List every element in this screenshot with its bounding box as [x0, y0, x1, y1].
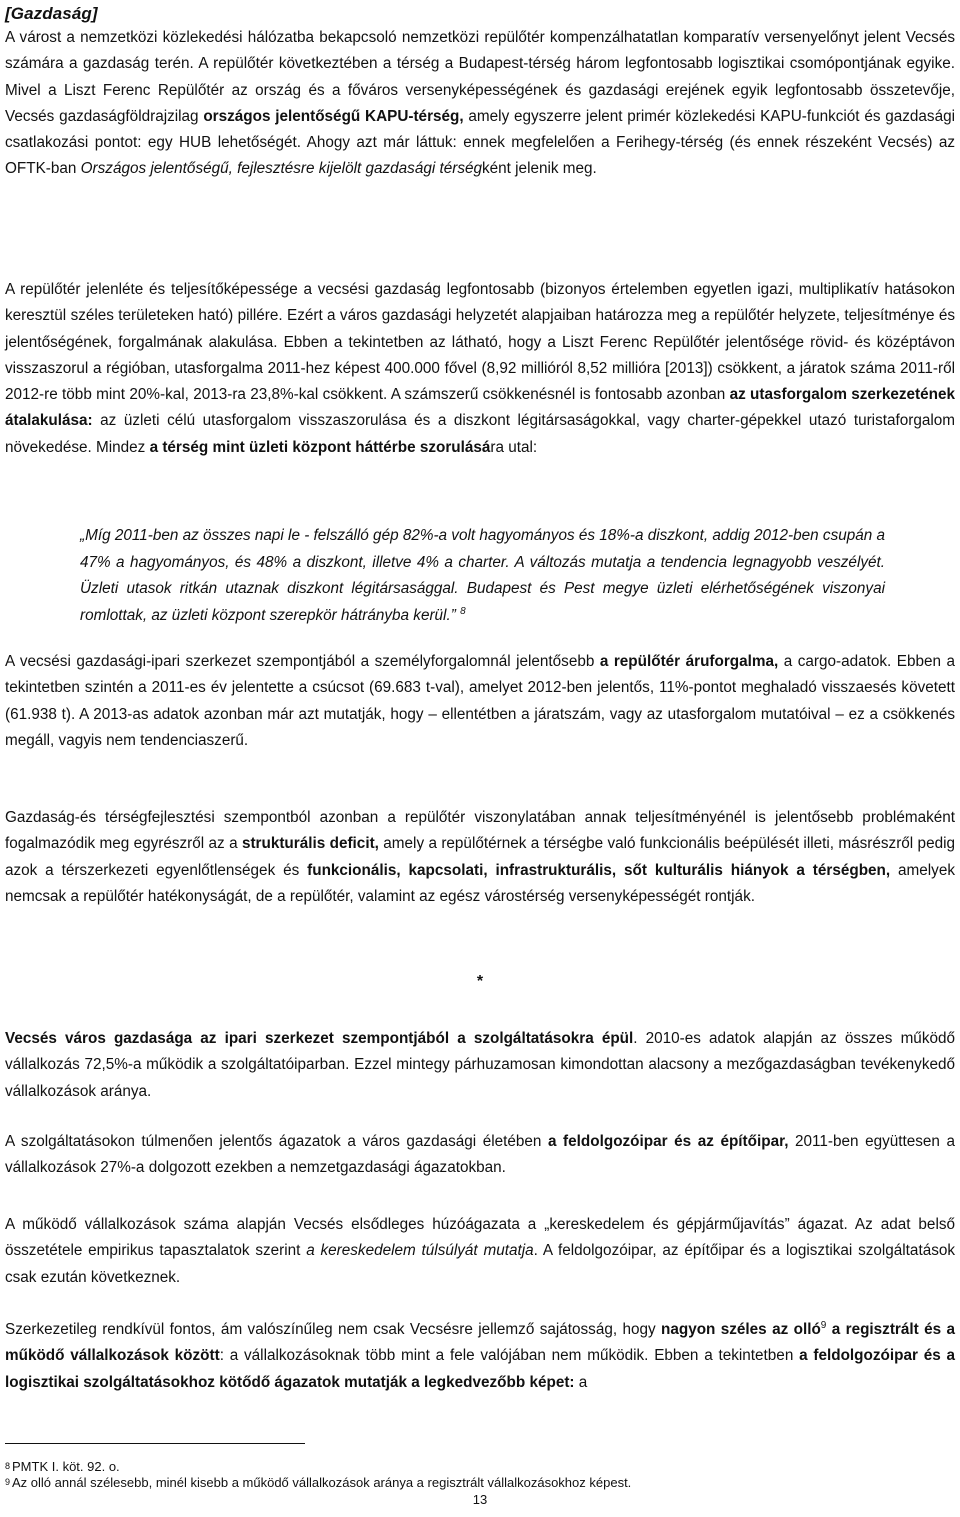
- italic-run: a kereskedelem túlsúlyát mutatja: [306, 1242, 534, 1260]
- bold-run: nagyon széles az olló: [661, 1321, 821, 1338]
- paragraph-manufacturing: [5, 1129, 955, 1182]
- section-separator: *: [476, 973, 484, 990]
- footnote-9: [5, 1474, 631, 1491]
- text-run: : a vállalkozásoknak több mint a fele valójában nem működik. Ebben a tekintetben: [219, 1347, 800, 1365]
- text-run: A vecsési gazdasági-ipari szerkezet szempontjából a személyforgalomnál jelentősebb: [5, 653, 600, 670]
- bold-run: országos jelentőségű KAPU-térség,: [203, 107, 464, 125]
- paragraph-services: [5, 1026, 955, 1105]
- footnote-divider: [5, 1443, 305, 1444]
- text-run: ra utal:: [490, 438, 538, 456]
- text-run: az üzleti célú utasforgalom visszaszorulása és a diszkont légitársaságokkal, vagy charter-gépekkel utazó turistaforgalom növekedése. Mindez: [5, 412, 955, 456]
- paragraph-airport-traffic: [5, 277, 955, 461]
- paragraph-cargo: [5, 649, 955, 754]
- bold-run: Vecsés város gazdasága az ipari szerkezet szempontjából a szolgáltatásokra épül: [5, 1030, 634, 1047]
- text-run: Gazdaság-és térségfejlesztési szempontból azonban a repülőtér viszonylatában annak teljesítményénél is jelentősebb problémaként fogalmazódik meg egyrészről az a: [5, 809, 955, 853]
- text-run: amely a repülőtérnek a térségbe való funkcionális beépülését illeti, másrészről pedig azok a térszerkezeti egyenlőtlenségek és: [5, 835, 955, 879]
- bold-run: strukturális deficit,: [241, 835, 379, 853]
- text-run: A szolgáltatásokon túlmenően jelentős ágazatok a város gazdasági életében: [5, 1133, 548, 1150]
- footnote-text: Az olló annál szélesebb, minél kisebb a működő vállalkozások aránya a regisztrált vállalkozásokhoz képest.: [12, 1475, 632, 1490]
- block-quote: [80, 523, 885, 629]
- footnote-ref-8[interactable]: 8: [460, 605, 466, 617]
- footnote-8: [5, 1458, 120, 1475]
- bold-run: a térség mint üzleti központ háttérbe szorulásá: [149, 438, 491, 456]
- italic-run: Országos jelentőségű, fejlesztésre kijelölt gazdasági térség: [80, 160, 482, 178]
- bold-run: a feldolgozóipar és a logisztikai szolgáltatásokhoz kötődő ágazatok mutatják a legkedvezőbb képet:: [5, 1347, 955, 1391]
- text-run: 2011-ben együttesen a vállalkozások 27%-a dolgozott ezekben a nemzetgazdasági ágazatokban.: [5, 1133, 956, 1177]
- text-run: . 2010-es adatok alapján az összes működő vállalkozás 72,5%-a működik a szolgáltatóiparban. Ezzel mintegy párhuzamosan kimondottan alacsony a mezőgazdaságban tevékenykedő vállalkozások aránya.: [5, 1030, 955, 1100]
- bold-run: a repülőtér áruforgalma,: [599, 653, 779, 670]
- paragraph-trade: [5, 1212, 955, 1291]
- text-run: amelyek nemcsak a repülőtér hatékonyságát, de a repülőtér, valamint az egész várostérség versenyképességét rontják.: [5, 861, 955, 905]
- text-run: a: [574, 1373, 588, 1391]
- bold-run: funkcionális, kapcsolati, infrastrukturális, sőt kulturális hiányok a térségben,: [307, 861, 891, 879]
- text-run: A várost a nemzetközi közlekedési hálózatba bekapcsoló nemzetközi repülőtér kompenzálhatatlan komparatív versenyelőnyt jelent Vecsés számára a gazdaság terén. A repülőtér következtében a térség a Budapest-térség három legfontosabb logisztikai csomópontjának egyike. Mivel a Liszt Ferenc Repülőtér az ország és a főváros versenyképességének és gazdasági erejének egyik legfontosabb összetevője, Vecsés gazdaságföldrajzilag: [5, 29, 955, 125]
- paragraph-airport-hub: [5, 25, 955, 183]
- bold-run: az utasforgalom szerkezetének átalakulása:: [5, 386, 956, 430]
- footnote-number: 8: [5, 1461, 11, 1471]
- quote-text: „Míg 2011-ben az összes napi le - felszálló gép 82%-a volt hagyományos és 18%-a diszkont, addig 2012-ben csupán a 47% a hagyományos, és 48% a diszkont, illetve 4% a charter. A változás mutatja a tendencia legnagyobb veszélyét. Üzleti utasok ritkán utaznak diszkont légitársasággal. Budapest és Pest megye üzleti elérhetőségének viszonyai romlottak, az üzleti központ szerepkör hátrányba kerül.”: [80, 527, 885, 624]
- text-run: A működő vállalkozások száma alapján Vecsés elsődleges húzóágazata a „kereskedelem és gépjárműjavítás” ágazat. Az adat belső összetétele empirikus tapasztalatok szerint: [5, 1216, 955, 1260]
- bold-run: a feldolgozóipar és az építőipar,: [547, 1133, 789, 1150]
- text-run: amely egyszerre jelent primér közlekedési KAPU-funkciót és gazdasági csatlakozási pontot: egy HUB lehetőségét. Ahogy azt már láttuk: ennek megfelelően a Ferihegy-térség (és ennek részeként Vecsés) az OFTK-ban: [5, 107, 955, 178]
- footnote-number: 9: [5, 1477, 11, 1487]
- bold-run: a regisztrált és a működő vállalkozások között: [5, 1321, 955, 1365]
- section-heading: [Gazdaság]: [5, 4, 98, 23]
- text-run: Szerkezetileg rendkívül fontos, ám valószínűleg nem csak Vecsésre jellemző sajátosság, hogy: [5, 1321, 661, 1338]
- text-run: . A feldolgozóipar, az építőipar és a logisztikai szolgáltatások csak ezután következnek.: [5, 1242, 956, 1286]
- footnote-text: PMTK I. köt. 92. o.: [12, 1459, 120, 1474]
- footnote-ref-9[interactable]: 9: [820, 1320, 827, 1331]
- paragraph-structural-deficit: [5, 805, 955, 910]
- text-run: A repülőtér jelenléte és teljesítőképessége a vecsési gazdaság legfontosabb (bizonyos értelemben egyetlen igazi, multiplikatív hatásokon keresztül széles területeken ható) pillére. Ezért a város gazdasági helyzetét alapjaiban határozza meg a repülőtér helyzete, teljesítménye és jelentőségének, forgalmának alakulása. Ebben a tekintetben az látható, hogy a Liszt Ferenc Repülőtér jelentősége rövid- és középtávon visszaszorul a régióban, utasforgalma 2011-hez képest 400.000 fővel (8,92 millióról 8,52 millióra [2013]) csökkent, a járatok száma 2011-ről 2012-re több mint 20%-kal, 2013-ra 23,8%-kal csökkent. A számszerű csökkenésnél is fontosabb azonban: [5, 281, 955, 404]
- page-number: 13: [472, 1492, 488, 1507]
- text-run: a cargo-adatok. Ebben a tekintetben szintén a 2011-es év jelentette a csúcsot (69.683 t-val), amelyet 2012-ben jelentős, 11%-pontot meghaladó visszaesés követett (61.938 t). A 2013-as adatok azonban már azt mutatják, hogy – ellentétben a járatszám, vagy az utasforgalom mutatóival – ez a csökkenés megáll, vagyis nem tendenciaszerű.: [5, 653, 955, 749]
- text-run: ként jelenik meg.: [482, 160, 597, 178]
- paragraph-enterprises: [5, 1317, 955, 1396]
